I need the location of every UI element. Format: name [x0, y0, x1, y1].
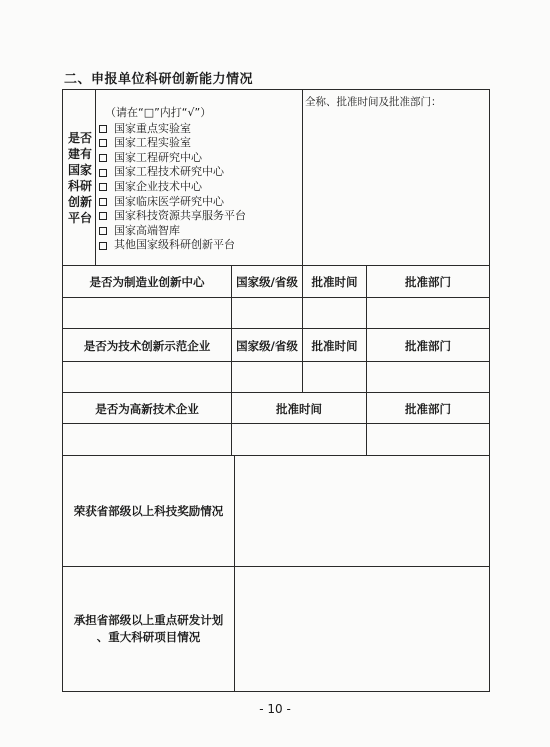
demo-enterprise-level-cell[interactable]	[232, 362, 302, 392]
platform-question-line: 是否	[67, 131, 92, 145]
high-tech-question: 是否为高新技术企业	[95, 402, 199, 416]
platform-option[interactable]	[99, 136, 246, 151]
demo-enterprise-time-header: 批准时间	[311, 339, 358, 353]
divider	[62, 392, 490, 393]
checkbox[interactable]	[99, 212, 107, 220]
approval-details-field[interactable]	[304, 110, 488, 263]
manufacturing-dept-cell[interactable]	[367, 298, 489, 328]
manufacturing-question: 是否为制造业创新中心	[89, 275, 205, 289]
demo-enterprise-dept-cell[interactable]	[367, 362, 489, 392]
demo-enterprise-question: 是否为技术创新示范企业	[83, 339, 211, 353]
divider	[62, 328, 490, 329]
option-label: 其他国家级科研创新平台	[114, 238, 235, 252]
projects-field[interactable]	[235, 567, 489, 691]
platform-option[interactable]	[99, 209, 246, 224]
projects-label-line: 承担省部级以上重点研发计划	[73, 613, 224, 627]
platform-question-line: 建有	[67, 147, 92, 161]
projects-label	[63, 612, 234, 646]
option-label: 国家临床医学研究中心	[114, 194, 224, 208]
option-label: 国家工程实验室	[114, 136, 191, 150]
high-tech-dept-cell[interactable]	[367, 424, 489, 455]
manufacturing-level-header: 国家级/省级	[236, 275, 298, 289]
awards-field[interactable]	[235, 456, 489, 566]
platform-option[interactable]	[99, 180, 246, 195]
platform-question-line: 平台	[67, 211, 92, 225]
platform-question-line: 创新	[67, 195, 92, 209]
demo-enterprise-time-cell[interactable]	[303, 362, 366, 392]
checkbox[interactable]	[99, 227, 107, 235]
awards-label: 荣获省部级以上科技奖励情况	[73, 504, 224, 518]
checkbox[interactable]	[99, 183, 107, 191]
high-tech-dept-header: 批准部门	[405, 402, 451, 416]
platform-option[interactable]	[99, 151, 246, 166]
manufacturing-time-cell[interactable]	[303, 298, 366, 328]
projects-label-line: 、重大科研项目情况	[96, 630, 201, 644]
section-heading: 二、申报单位科研创新能力情况	[64, 72, 254, 87]
table-border-top	[62, 89, 490, 90]
high-tech-time-cell[interactable]	[232, 424, 366, 455]
option-label: 国家重点实验室	[114, 121, 191, 135]
platform-option[interactable]	[99, 165, 246, 180]
manufacturing-answer-cell[interactable]	[63, 298, 231, 328]
option-label: 国家高端智库	[114, 223, 180, 237]
table-border-bottom	[62, 691, 490, 692]
page-number: - 10 -	[259, 702, 291, 716]
checkbox-hint: （请在“□”内打“√”）	[105, 106, 212, 119]
manufacturing-level-cell[interactable]	[232, 298, 302, 328]
platform-options	[99, 106, 246, 253]
table-border-right	[489, 89, 490, 692]
platform-question-line: 国家	[67, 163, 92, 177]
checkbox[interactable]	[99, 125, 107, 133]
option-label: 国家企业技术中心	[114, 179, 202, 193]
divider	[302, 89, 303, 265]
option-label: 国家工程研究中心	[114, 150, 202, 164]
checkbox[interactable]	[99, 198, 107, 206]
divider	[62, 265, 490, 266]
checkbox[interactable]	[99, 169, 107, 177]
demo-enterprise-dept-header: 批准部门	[405, 339, 451, 353]
platform-option[interactable]	[99, 122, 246, 137]
high-tech-time-header: 批准时间	[276, 402, 322, 416]
platform-question-line: 科研	[67, 179, 92, 193]
option-label: 国家科技资源共享服务平台	[114, 209, 246, 223]
platform-option[interactable]	[99, 195, 246, 210]
demo-enterprise-level-header: 国家级/省级	[236, 339, 298, 353]
high-tech-answer-cell[interactable]	[63, 424, 231, 455]
platform-option[interactable]	[99, 224, 246, 239]
option-label: 国家工程技术研究中心	[114, 165, 224, 179]
checkbox[interactable]	[99, 242, 107, 250]
platform-option[interactable]	[99, 238, 246, 253]
checkbox[interactable]	[99, 139, 107, 147]
demo-enterprise-answer-cell[interactable]	[63, 362, 231, 392]
checkbox[interactable]	[99, 154, 107, 162]
platform-question	[64, 130, 96, 226]
manufacturing-dept-header: 批准部门	[405, 275, 451, 289]
approval-details-label: 全称、批准时间及批准部门：	[305, 96, 442, 108]
manufacturing-time-header: 批准时间	[311, 275, 358, 289]
